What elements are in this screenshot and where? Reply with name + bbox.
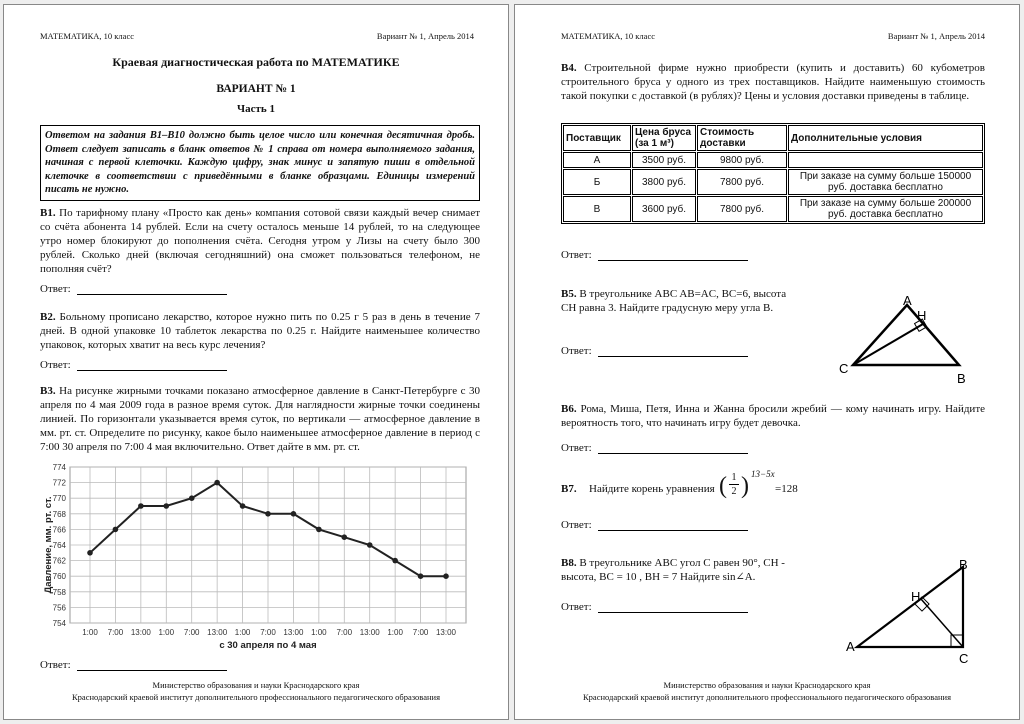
paren-open: ( <box>719 473 727 499</box>
table-cell: При заказе на сумму больше 150000 руб. доставка бесплатно <box>788 169 983 195</box>
answer-label: Ответ: <box>561 601 592 613</box>
task-b5-label: В5. <box>561 288 577 300</box>
data-point <box>113 527 119 533</box>
task-b4-label: В4. <box>561 62 577 74</box>
task-b7-label: В7. <box>561 483 577 495</box>
answer-line[interactable] <box>77 370 227 371</box>
answer-label: Ответ: <box>561 442 592 454</box>
data-point <box>265 511 271 517</box>
header-right: Вариант № 1, Апрель 2014 <box>376 31 474 41</box>
task-b5 <box>561 287 793 315</box>
data-point <box>138 503 144 509</box>
equation-rhs: =128 <box>775 483 798 495</box>
task-b6-label: В6. <box>561 403 577 415</box>
answer-b1 <box>40 283 227 295</box>
answer-label: Ответ: <box>561 519 592 531</box>
triangle-b5-figure <box>839 295 979 385</box>
data-point <box>214 480 220 486</box>
x-tick-label: 1:00 <box>311 628 327 637</box>
task-b3 <box>40 384 480 454</box>
answer-b8 <box>561 601 748 613</box>
data-point <box>418 573 424 579</box>
y-tick-label: 760 <box>52 572 66 582</box>
x-tick-label: 1:00 <box>82 628 98 637</box>
task-b3-text: На рисунке жирными точками показано атмосферное давление в Санкт-Петербурге с 30 апреля по 4 мая 2009 года в разное время суток. Для наглядности жирные точки соединены линией. По горизонтали указывается время суток, по вертикали — атмосферное давление в мм. рт. ст. Определите по рисунку, какое было наименьшее атмосферное давление в период с 7:00 30 апреля по 7:00 4 мая включительно. Ответ дайте в мм. рт. ст. <box>40 385 481 453</box>
task-b1-label: В1. <box>40 207 56 219</box>
task-b8-text-1: В треугольнике ABC угол C равен 90°, CH - <box>579 557 785 569</box>
answer-line[interactable] <box>598 530 748 531</box>
task-b2 <box>40 310 480 352</box>
header-right: Вариант № 1, Апрель 2014 <box>887 31 985 41</box>
vertex-b-label: B <box>957 371 966 385</box>
vertex-c-label: C <box>839 361 849 376</box>
table-cell: 3800 руб. <box>632 169 696 195</box>
header-left: МАТЕМАТИКА, 10 класс <box>561 31 655 41</box>
x-tick-label: 7:00 <box>412 628 429 637</box>
table-cell: 9800 руб. <box>697 152 787 168</box>
x-axis-label: с 30 апреля по 4 мая <box>219 640 317 651</box>
answer-line[interactable] <box>598 260 748 261</box>
table-cell <box>788 152 983 168</box>
answer-line[interactable] <box>598 356 748 357</box>
table-header: Стоимость доставки <box>697 125 787 151</box>
task-b7 <box>561 469 861 509</box>
table-cell: 7800 руб. <box>697 196 787 222</box>
pressure-chart <box>40 461 480 653</box>
table-cell: 3600 руб. <box>632 196 696 222</box>
answer-label: Ответ: <box>561 249 592 261</box>
answer-b6 <box>561 442 748 454</box>
task-b3-label: В3. <box>40 385 56 397</box>
x-tick-label: 1:00 <box>234 628 251 637</box>
footer-institute: Краснодарский краевой институт дополнительного профессионального педагогического образования <box>72 692 440 702</box>
y-tick-label: 754 <box>52 619 66 628</box>
answer-line[interactable] <box>598 612 748 613</box>
task-b6 <box>561 402 985 430</box>
task-b1-text: По тарифному плану «Просто как день» компания сотовой связи каждый вечер снимает со счёта абонента 14 рублей. Если на счету осталось меньше 14 рублей, то на следующее утро номер блокируют до пополнения счёта. Сегодня утром у Лизы на счету было 300 рублей. Сколько дней (включая сегодняшний) она сможет пользоваться телефоном, не пополняя счёт? <box>40 207 481 275</box>
table-cell: А <box>563 152 631 168</box>
x-tick-label: 1:00 <box>387 628 403 637</box>
x-tick-label: 13:00 <box>435 628 457 637</box>
vertex-h-label: H <box>917 308 927 323</box>
answer-line[interactable] <box>77 670 227 671</box>
part-title: Часть 1 <box>237 103 275 115</box>
answer-label: Ответ: <box>561 345 592 357</box>
footer-ministry: Министерство образования и науки Краснодарского края <box>152 680 360 690</box>
y-tick-label: 774 <box>52 463 66 472</box>
y-tick-label: 764 <box>52 541 66 550</box>
task-b8-text-2: высота, BC = 10 , BH = 7 Найдите sin∠A. <box>561 571 756 583</box>
table-row <box>563 152 983 168</box>
task-b2-text: Больному прописано лекарство, которое нужно пить по 0.25 г 5 раз в день в течение 7 дней. В одной упаковке 10 таблеток лекарства по 0.25 г. Найдите наименьшее количество упаковок, которых хватит на весь курс лечения? <box>40 311 481 351</box>
data-point <box>367 542 373 548</box>
task-b4-text: Строительной фирме нужно приобрести (купить и доставить) 60 кубометров строительного бруса у одного из трех поставщиков. Найдите наименьшую стоимость такой покупки с доставкой (в рублях)? Цены и условия доставки приведены в таблице. <box>561 62 985 102</box>
data-point <box>291 511 297 517</box>
vertex-a-label: A <box>846 639 855 654</box>
answer-b5 <box>561 345 748 357</box>
answer-b3 <box>40 659 227 671</box>
fraction-numerator: 1 <box>729 472 739 485</box>
data-point <box>443 573 449 579</box>
table-header: Цена бруса (за 1 м³) <box>632 125 696 151</box>
y-axis-label: Давление, мм. рт. ст. <box>43 496 54 594</box>
answer-b7 <box>561 519 748 531</box>
vertex-h-label: H <box>911 589 921 604</box>
answer-line[interactable] <box>77 294 227 295</box>
table-cell: При заказе на сумму больше 200000 руб. доставка бесплатно <box>788 196 983 222</box>
variant-title: ВАРИАНТ № 1 <box>216 83 296 95</box>
table-cell: 3500 руб. <box>632 152 696 168</box>
x-tick-label: 7:00 <box>336 628 353 637</box>
x-tick-label: 7:00 <box>260 628 276 637</box>
vertex-c-label: C <box>959 651 969 665</box>
y-tick-label: 758 <box>52 587 66 597</box>
instruction-box: Ответом на задания В1–В10 должно быть целое число или конечная десятичная дробь. Ответ следует записать в бланк ответов № 1 справа от номера выполняемого задания, начиная с первой клеточки. Каждую цифру, знак минус и запятую пиши в отдельной клеточке в соответствии с приведёнными в бланке образцами. Единицы измерений писать не нужно. <box>40 125 480 201</box>
answer-label: Ответ: <box>40 659 71 671</box>
footer-institute: Краснодарский краевой институт дополнительного профессионального педагогического образования <box>583 692 951 702</box>
y-tick-label: 770 <box>52 494 66 504</box>
task-b5-text: В треугольнике ABC AB=AC, BC=6, высота CH равна 3. Найдите градусную меру угла B. <box>561 288 787 314</box>
table-row <box>563 196 983 222</box>
x-tick-label: 7:00 <box>107 628 124 637</box>
triangle-abc <box>857 567 963 647</box>
answer-b2 <box>40 359 227 371</box>
y-tick-label: 762 <box>52 556 66 566</box>
y-tick-label: 768 <box>52 509 66 519</box>
paren-close: ) <box>741 473 749 499</box>
y-tick-label: 772 <box>52 478 66 488</box>
triangle-b8-figure <box>843 555 983 665</box>
footer-ministry: Министерство образования и науки Краснодарского края <box>663 680 871 690</box>
x-tick-label: 13:00 <box>359 628 380 637</box>
footer <box>515 679 1019 703</box>
table-cell: Б <box>563 169 631 195</box>
supplier-table <box>561 123 985 224</box>
table-row <box>563 169 983 195</box>
table-header: Поставщик <box>563 125 631 151</box>
answer-label: Ответ: <box>40 359 71 371</box>
data-point <box>316 527 322 533</box>
vertex-a-label: A <box>903 295 912 308</box>
table-cell: 7800 руб. <box>697 169 787 195</box>
answer-label: Ответ: <box>40 283 71 295</box>
x-tick-label: 13:00 <box>207 628 228 637</box>
answer-b4 <box>561 249 748 261</box>
altitude-ch <box>853 324 923 365</box>
vertex-b-label: B <box>959 557 968 572</box>
task-b2-label: В2. <box>40 311 56 323</box>
data-point <box>163 503 169 509</box>
y-tick-label: 756 <box>52 603 66 613</box>
task-b8-label: В8. <box>561 557 577 569</box>
x-tick-label: 13:00 <box>283 628 304 637</box>
task-b4 <box>561 61 985 103</box>
exponent: 13−5x <box>751 469 775 479</box>
answer-line[interactable] <box>598 453 748 454</box>
data-point <box>87 550 93 556</box>
y-tick-label: 766 <box>52 525 66 535</box>
data-point <box>189 495 195 501</box>
data-point <box>341 534 347 540</box>
fraction-denominator: 2 <box>731 486 737 497</box>
table-header-row <box>563 125 983 151</box>
task-b8 <box>561 556 841 584</box>
data-point <box>392 558 398 564</box>
page-right <box>514 4 1020 720</box>
x-tick-label: 7:00 <box>183 628 200 637</box>
table-cell: В <box>563 196 631 222</box>
header-left: МАТЕМАТИКА, 10 класс <box>40 31 134 41</box>
page-left <box>3 4 509 720</box>
data-point <box>240 503 246 509</box>
task-b7-text: Найдите корень уравнения <box>589 483 715 495</box>
task-b6-text: Рома, Миша, Петя, Инна и Жанна бросили жребий — кому начинать игру. Найдите вероятность того, что начинать игру будет девочка. <box>561 403 986 429</box>
table-header: Дополнительные условия <box>788 125 983 151</box>
doc-title: Краевая диагностическая работа по МАТЕМАТИКЕ <box>112 55 400 69</box>
x-tick-label: 1:00 <box>158 628 175 637</box>
x-tick-label: 13:00 <box>130 628 151 637</box>
task-b1 <box>40 206 480 276</box>
footer <box>4 679 508 703</box>
